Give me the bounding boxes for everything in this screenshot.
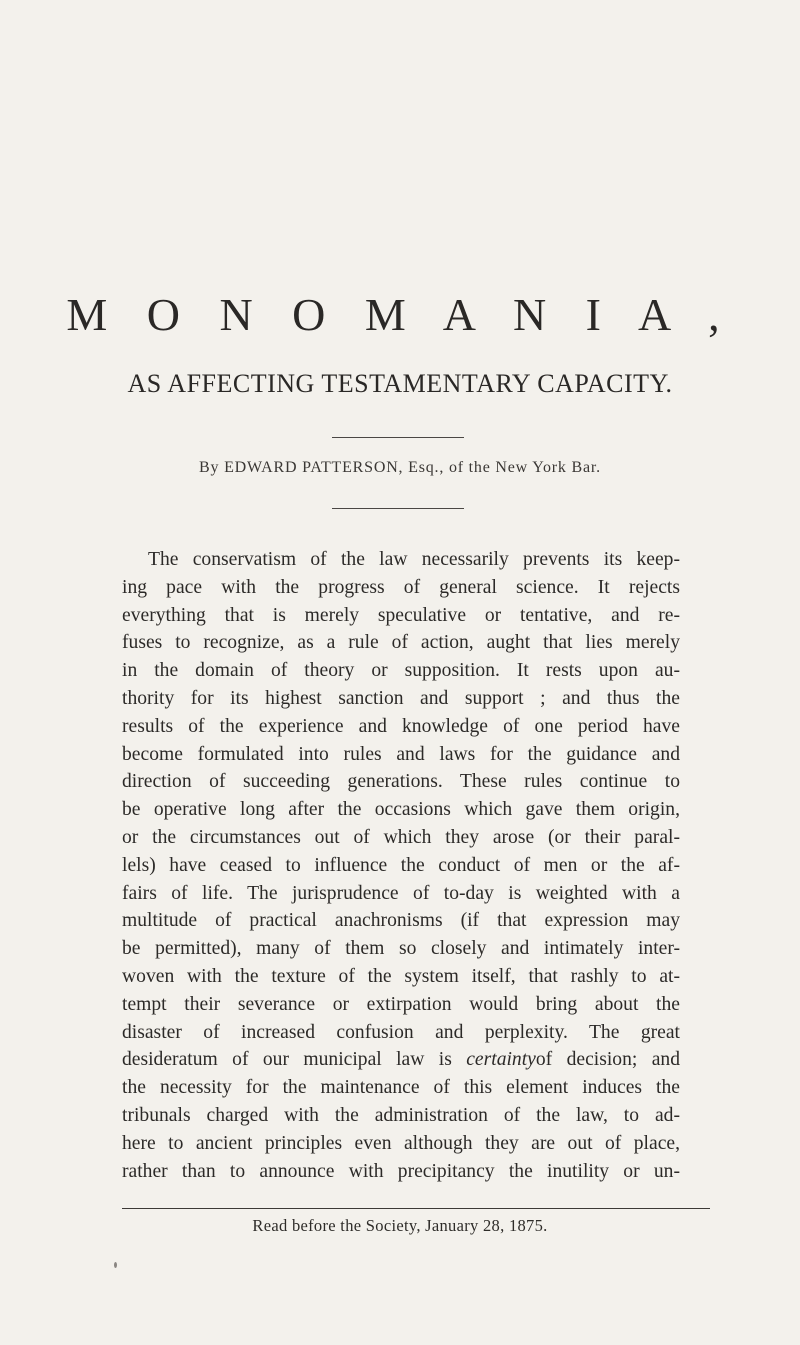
body-line: be permitted), many of them so closely and intimately inter- [122,938,680,960]
emphasized-word: certainty [466,1049,536,1071]
body-line: thority for its highest sanction and support ; and thus the [122,687,680,709]
body-line: tribunals charged with the administration of the law, to ad- [122,1104,680,1126]
author-byline: By EDWARD PATTERSON, Esq., of the New York Bar. [199,459,601,476]
body-line-emphasis [122,1046,680,1074]
body-line: tempt their severance or extirpation would bring about the [122,993,680,1015]
body-text-run: desideratum of our municipal law is [122,1049,467,1071]
body-line: disaster of increased confusion and perplexity. The great [122,1021,680,1043]
body-line: fairs of life. The jurisprudence of to-day is weighted with a [122,882,680,904]
divider-bottom [332,508,464,509]
body-line: woven with the texture of the system itself, that rashly to at- [122,965,680,987]
body-line: be operative long after the occasions which gave them origin, [122,799,680,821]
body-line: ing pace with the progress of general science. It rejects [122,576,680,598]
body-text-run: of decision; and [535,1049,680,1071]
page-subtitle: AS AFFECTING TESTAMENTARY CAPACITY. [127,369,673,398]
divider-top [332,437,464,438]
body-line: or the circumstances out of which they arose (or their paral- [122,826,680,848]
footnote-divider [122,1208,710,1209]
body-line: everything that is merely speculative or tentative, and re- [122,604,680,626]
footnote: Read before the Society, January 28, 1875. [252,1216,548,1235]
body-line: lels) have ceased to influence the conduct of men or the af- [122,854,680,876]
body-paragraph [122,546,680,1185]
body-line: here to ancient principles even although they are out of place, [122,1132,680,1154]
body-line: in the domain of theory or supposition. It rests upon au- [122,660,680,682]
body-line: results of the experience and knowledge of one period have [122,715,680,737]
body-line: direction of succeeding generations. These rules continue to [122,771,680,793]
body-line: multitude of practical anachronisms (if that expression may [122,910,680,932]
body-line: rather than to announce with precipitancy the inutility or un- [122,1160,680,1182]
body-line: the necessity for the maintenance of this element induces the [122,1077,680,1099]
body-line: The conservatism of the law necessarily prevents its keep- [148,549,680,570]
body-line: become formulated into rules and laws for the guidance and [122,743,680,765]
page-title: M O N O M A N I A , [66,289,734,340]
body-line: fuses to recognize, as a rule of action, aught that lies merely [122,632,680,654]
ink-speck [114,1262,117,1268]
